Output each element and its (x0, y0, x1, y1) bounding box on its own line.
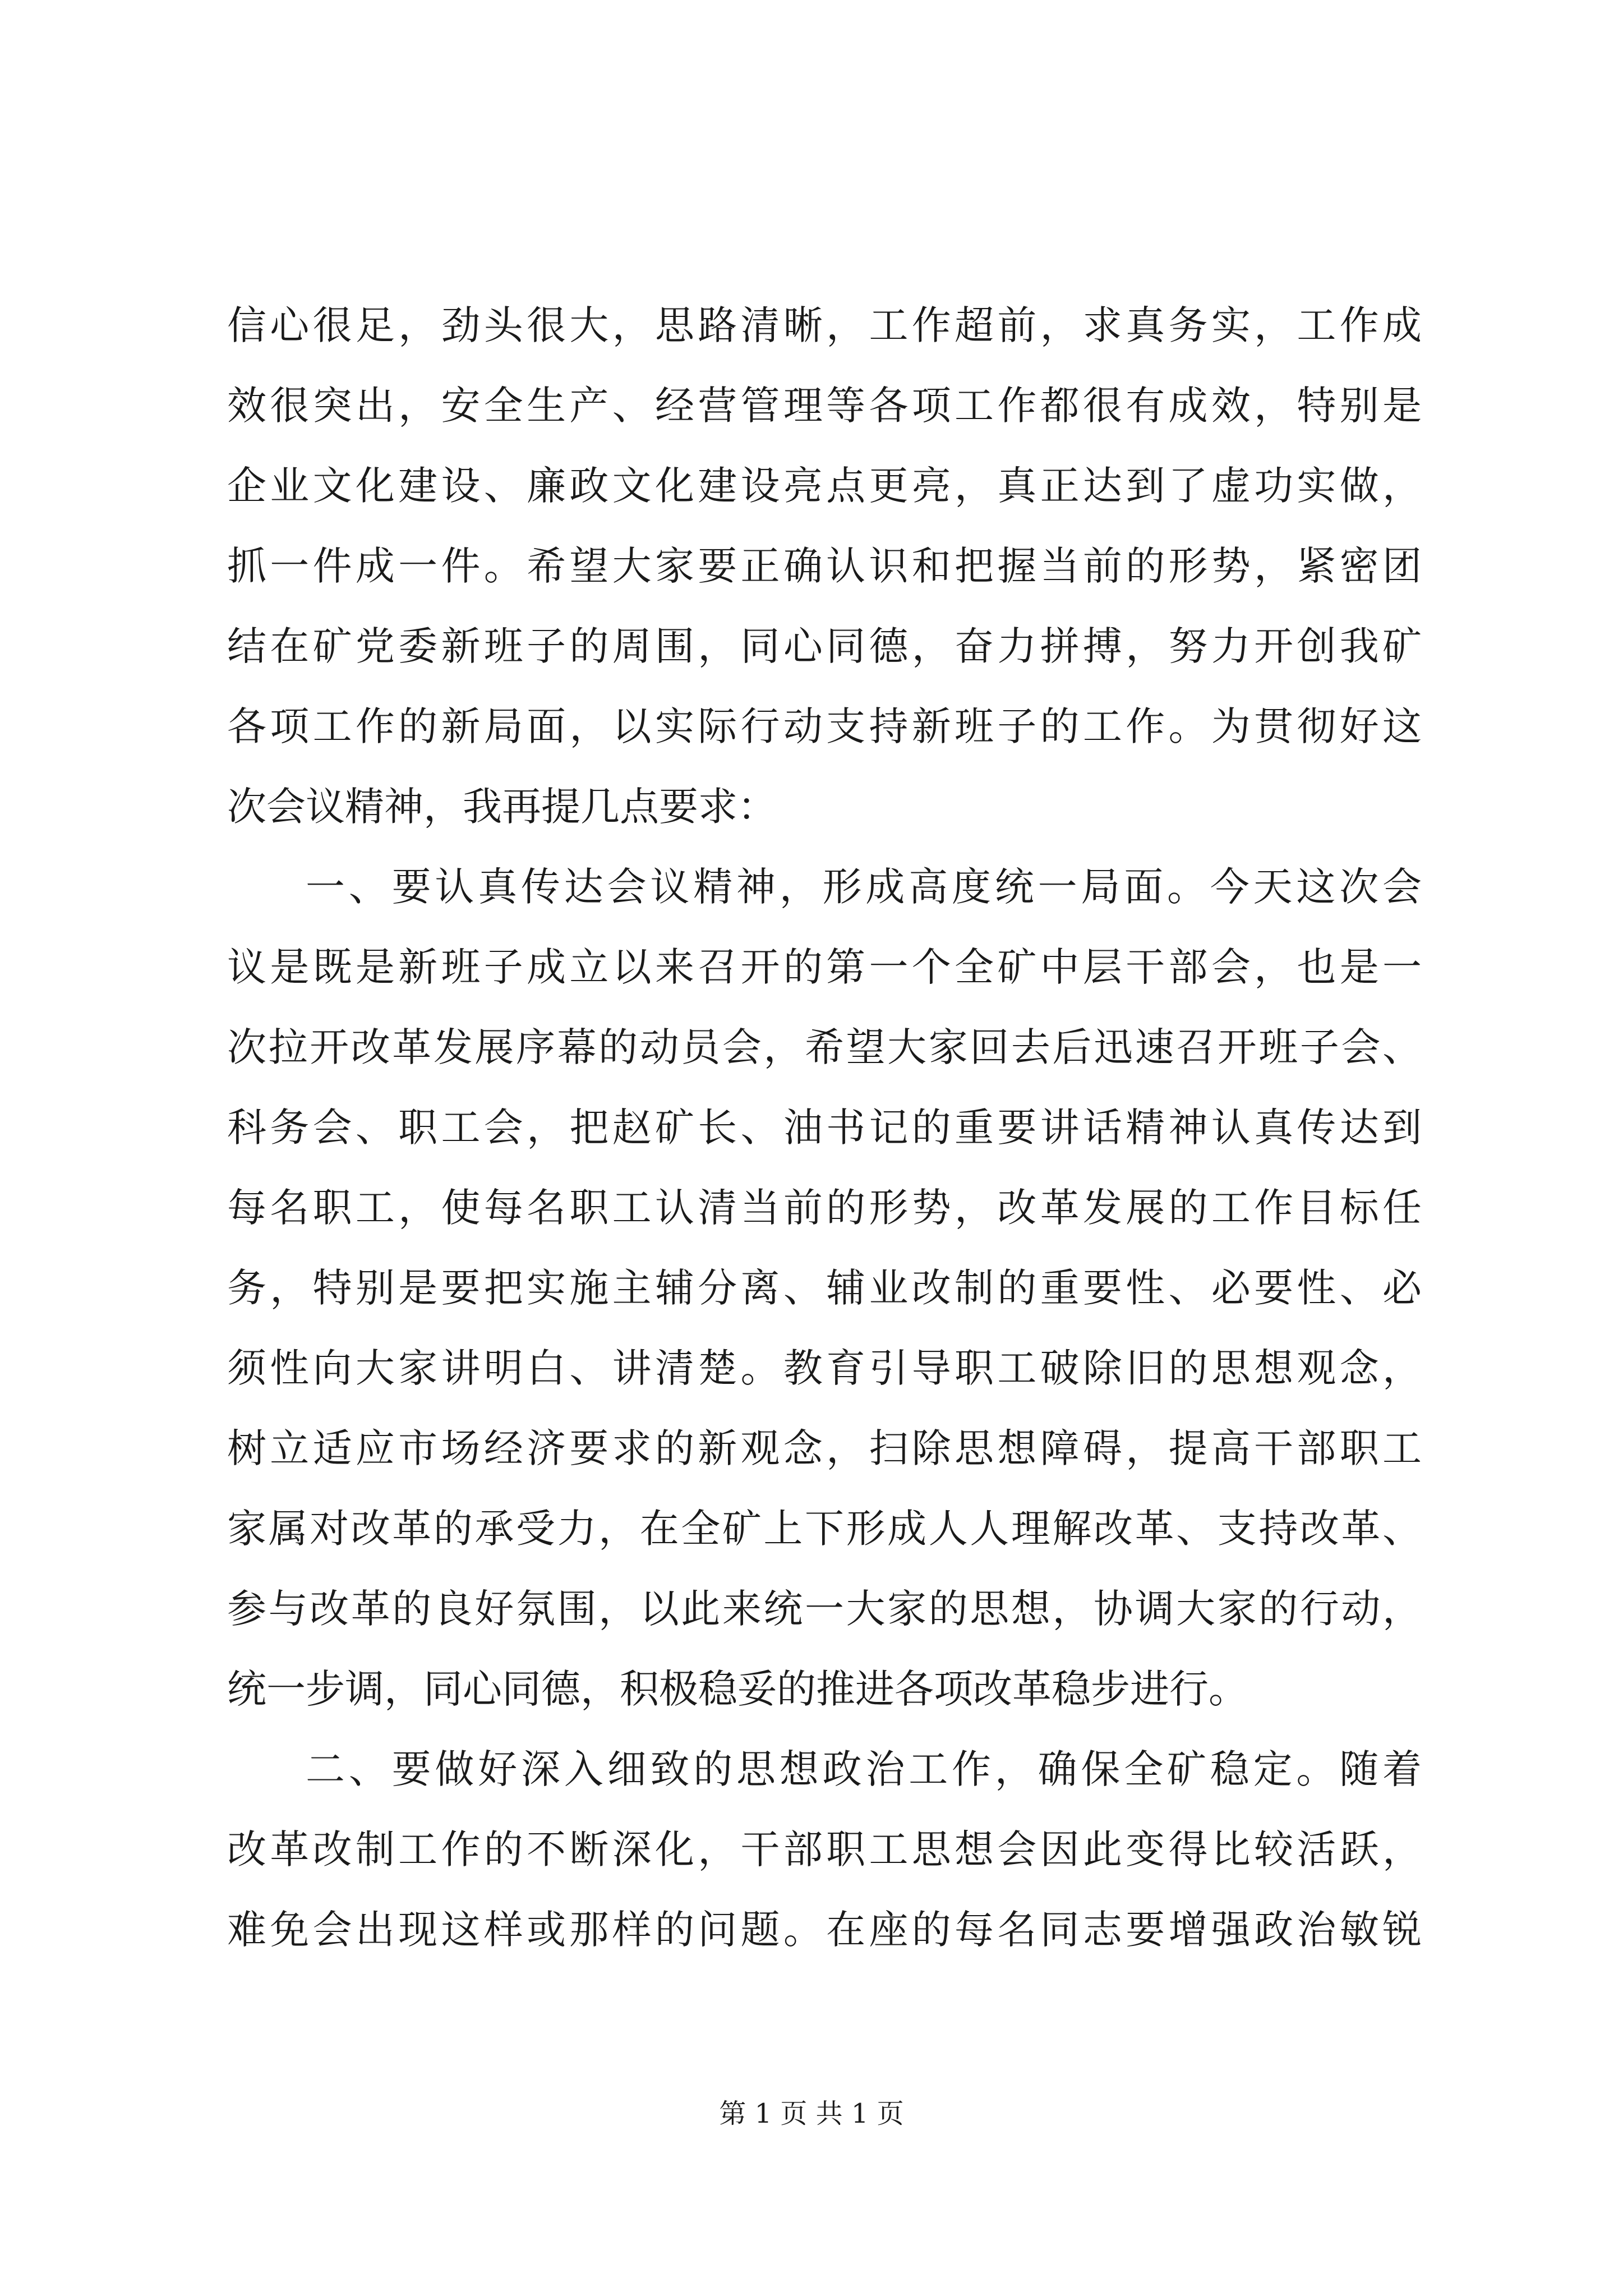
text-line: 结在矿党委新班子的周围，同心同德，奋力拼搏，努力开创我矿 (227, 623, 1422, 669)
text-line: 参与改革的良好氛围，以此来统一大家的思想，协调大家的行动， (227, 1586, 1422, 1632)
text-line: 家属对改革的承受力，在全矿上下形成人人理解改革、支持改革、 (227, 1506, 1422, 1552)
text-line: 统一步调，同心同德，积极稳妥的推进各项改革稳步进行。 (227, 1666, 1248, 1712)
text-line: 议是既是新班子成立以来召开的第一个全矿中层干部会，也是一 (227, 944, 1422, 990)
text-line: 次拉开改革发展序幕的动员会，希望大家回去后迅速召开班子会、 (227, 1024, 1422, 1070)
text-line: 抓一件成一件。希望大家要正确认识和把握当前的形势，紧密团 (227, 543, 1422, 589)
page-footer (0, 2094, 1623, 2133)
page-number: 第 1 页 共 1 页 (719, 2098, 904, 2129)
text-line: 信心很足，劲头很大，思路清晰，工作超前，求真务实，工作成 (227, 302, 1422, 348)
text-line: 企业文化建设、廉政文化建设亮点更亮，真正达到了虚功实做， (227, 463, 1422, 509)
text-line: 效很突出，安全生产、经营管理等各项工作都很有成效，特别是 (227, 383, 1422, 429)
text-line: 科务会、职工会，把赵矿长、油书记的重要讲话精神认真传达到 (227, 1105, 1422, 1151)
text-line: 每名职工，使每名职工认清当前的形势，改革发展的工作目标任 (227, 1185, 1422, 1231)
text-line: 次会议精神，我再提几点要求： (227, 784, 777, 830)
text-line: 各项工作的新局面，以实际行动支持新班子的工作。为贯彻好这 (227, 703, 1422, 749)
text-line: 务，特别是要把实施主辅分离、辅业改制的重要性、必要性、必 (227, 1265, 1422, 1311)
text-line: 树立适应市场经济要求的新观念，扫除思想障碍，提高干部职工 (227, 1425, 1422, 1471)
paragraph-heading-line: 一、要认真传达会议精神，形成高度统一局面。今天这次会 (306, 864, 1422, 910)
text-line: 难免会出现这样或那样的问题。在座的每名同志要增强政治敏锐 (227, 1907, 1422, 1953)
paragraph-heading-line: 二、要做好深入细致的思想政治工作，确保全矿稳定。随着 (306, 1746, 1422, 1792)
text-line: 须性向大家讲明白、讲清楚。教育引导职工破除旧的思想观念， (227, 1345, 1422, 1391)
text-line: 改革改制工作的不断深化，干部职工思想会因此变得比较活跃， (227, 1826, 1422, 1872)
